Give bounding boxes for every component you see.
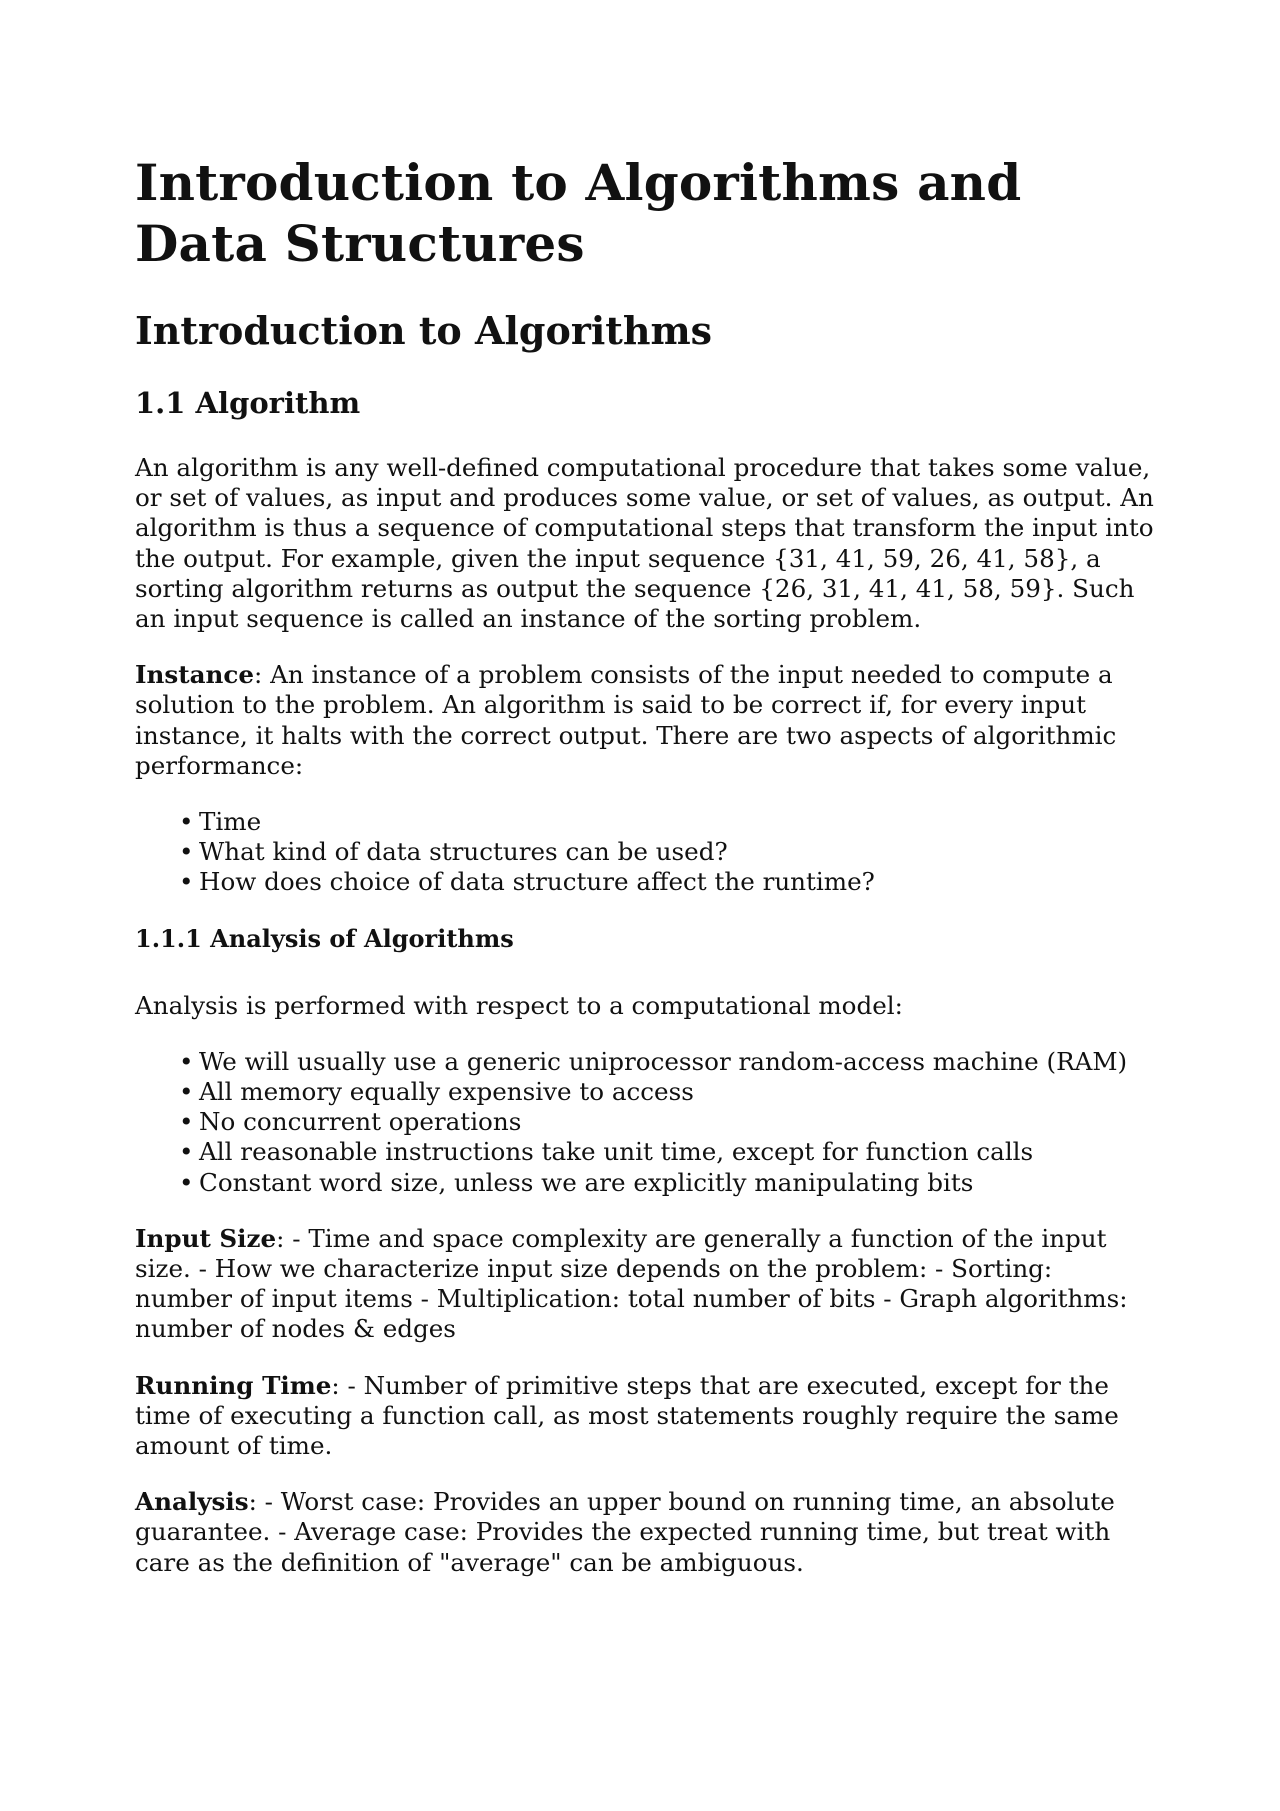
document-page <box>135 152 1155 1604</box>
bullet-icon: • <box>179 1077 194 1107</box>
bullet-icon: • <box>179 1046 194 1076</box>
document-title: Introduction to Algorithms and Data Structures <box>135 153 1022 273</box>
performance-aspects-list <box>135 807 1155 898</box>
instance-text: : An instance of a problem consists of the input needed to compute a solution to the problem. An algorithm is said to be correct if, for every input instance, it halts with the correct output. There are two aspects of algorithmic performance: <box>135 660 1117 780</box>
analysis-term: Analysis <box>135 1487 249 1517</box>
instance-paragraph <box>135 660 1155 781</box>
list-item: • Constant word size, unless we are explicitly manipulating bits <box>179 1167 974 1197</box>
analysis-intro: Analysis is performed with respect to a computational model: <box>135 990 903 1020</box>
bullet-icon: • <box>179 807 194 837</box>
analysis-paragraph <box>135 1487 1155 1578</box>
bullet-icon: • <box>179 837 194 867</box>
analysis-text: : - Worst case: Provides an upper bound on running time, an absolute guarantee. - Average case: Provides the expected running time, but treat with care as the definition of "average" can be ambiguous. <box>135 1487 1115 1577</box>
list-item: • All memory equally expensive to access <box>179 1077 694 1107</box>
list-item: • How does choice of data structure affect the runtime? <box>179 867 875 897</box>
input-size-text: : - Time and space complexity are generally a function of the input size. - How we characterize input size depends on the problem: - Sorting: number of input items - Multiplication: total number of bits - Graph algorithms: number of nodes & edges <box>135 1223 1128 1344</box>
section-title: Introduction to Algorithms <box>135 308 713 353</box>
list-item: • We will usually use a generic uniprocessor random-access machine (RAM) <box>179 1046 1128 1076</box>
input-size-paragraph <box>135 1224 1155 1345</box>
list-item: • Time <box>179 807 262 837</box>
list-item: • No concurrent operations <box>179 1107 522 1137</box>
input-size-term: Input Size <box>135 1223 277 1253</box>
intro-paragraph: An algorithm is any well-defined computational procedure that takes some value, or set of values, as input and produces some value, or set of values, as output. An algorithm is thus a sequence of computational steps that transform the input into the output. For example, given the input sequence {31, 41, 59, 26, 41, 58}, a sorting algorithm returns as output the sequence {26, 31, 41, 41, 58, 59}. Such an input sequence is called an instance of the sorting problem. <box>135 453 1154 634</box>
list-item: • All reasonable instructions take unit time, except for function calls <box>179 1137 1034 1167</box>
bullet-icon: • <box>179 1107 194 1137</box>
running-time-paragraph <box>135 1371 1155 1462</box>
bullet-icon: • <box>179 867 194 897</box>
subsection-title: 1.1 Algorithm <box>135 386 361 420</box>
instance-term: Instance <box>135 660 255 690</box>
running-time-text: : - Number of primitive steps that are executed, except for the time of executing a function call, as most statements roughly require the same amount of time. <box>135 1370 1119 1461</box>
bullet-icon: • <box>179 1137 194 1167</box>
list-item: • What kind of data structures can be used? <box>179 837 728 867</box>
analysis-heading: 1.1.1 Analysis of Algorithms <box>135 923 514 953</box>
running-time-term: Running Time <box>135 1370 332 1400</box>
bullet-icon: • <box>179 1167 194 1197</box>
model-list <box>135 1047 1155 1198</box>
